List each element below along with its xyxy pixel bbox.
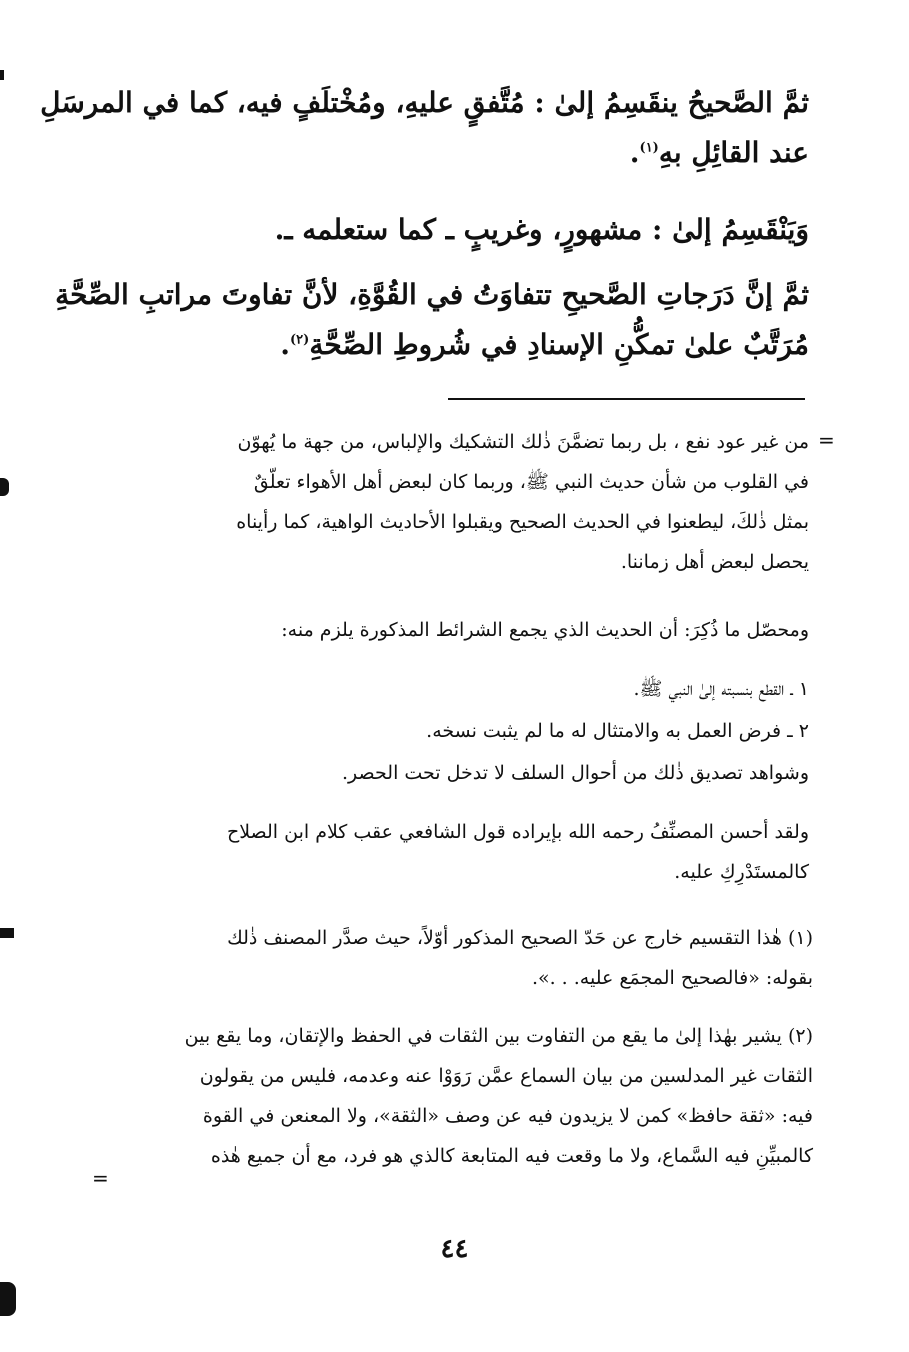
scan-edge-mark bbox=[0, 928, 14, 938]
main-line-end: . bbox=[629, 136, 640, 169]
main-line bbox=[100, 320, 809, 370]
note-line: (١) هٰذا التقسيم خارج عن حَدّ الصحيح المذكور أوّلاً، حيث صدَّر المصنف ذٰلك bbox=[227, 927, 813, 949]
main-line: وَيَنْقَسِمُ إلىٰ : مشهورٍ، وغريبٍ ـ كما ستعلمه ـ. bbox=[274, 213, 809, 246]
page-number: ٤٤ bbox=[440, 1234, 469, 1264]
scan-edge-mark bbox=[0, 1282, 16, 1316]
note-line: ولقد أحسن المصنِّفُ رحمه الله بإيراده قول الشافعي عقب كلام ابن الصلاح bbox=[226, 821, 809, 843]
scan-edge-mark bbox=[0, 70, 4, 80]
continuation-mark-top: = bbox=[818, 428, 835, 452]
footnote-remark bbox=[110, 812, 809, 892]
list-item: ١ ـ القطع بنسبته إلىٰ النبي ﷺ. bbox=[633, 678, 809, 700]
main-line-text: مُرَتَّبٌ علىٰ تمكُّنِ الإسنادِ في شُروطِ الصِّحَّةِ bbox=[309, 328, 809, 361]
footnote-summary bbox=[110, 610, 809, 650]
list-item: ٢ ـ فرض العمل به والامتثال له ما لم يثبت نسخه. bbox=[426, 720, 809, 742]
continuation-mark-bottom: = bbox=[92, 1166, 109, 1190]
main-line bbox=[100, 128, 809, 178]
note-line: فيه: «ثقة حافظ» كمن لا يزيدون فيه عن وصف «الثقة»، ولا المعنعن في القوة bbox=[202, 1105, 813, 1127]
list-item: وشواهد تصديق ذٰلك من أحوال السلف لا تدخل تحت الحصر. bbox=[342, 762, 809, 784]
footnote-list bbox=[110, 668, 809, 794]
footnote-separator bbox=[448, 398, 805, 400]
main-line: ثمَّ إنَّ دَرَجاتِ الصَّحيحِ تتفاوَتُ في القُوَّةِ، لأنَّ تفاوتَ مراتبِ الصِّحَّةِ bbox=[55, 278, 809, 311]
main-line-end: . bbox=[280, 328, 291, 361]
note-line: كالمبيِّنِ فيه السَّماع، ولا ما وقعت فيه المتابعة كالذي هو فرد، مع أن جميع هٰذه bbox=[210, 1145, 813, 1167]
footnote-ref-2: (٢) bbox=[290, 332, 310, 348]
main-paragraph-2 bbox=[100, 205, 809, 255]
note-line: ومحصّل ما ذُكِرَ: أن الحديث الذي يجمع الشرائط المذكورة يلزم منه: bbox=[281, 619, 809, 641]
footnote-1 bbox=[110, 918, 813, 998]
note-line: من غير عود نفع ، بل ربما تضمَّنَ ذٰلك التشكيك والإلباس، من جهة ما يُهوّن bbox=[237, 431, 809, 453]
note-line: يحصل لبعض أهل زماننا. bbox=[620, 551, 809, 573]
note-line: بقوله: «فالصحيح المجمَع عليه. . .». bbox=[531, 967, 813, 989]
note-line: في القلوب من شأن حديث النبي ﷺ، وربما كان لبعض أهل الأهواء تعلّقٌ bbox=[253, 471, 809, 493]
main-line-text: عند القائِلِ بهِ bbox=[658, 136, 809, 169]
scan-edge-mark bbox=[0, 478, 9, 496]
note-line: كالمستَدْرِكِ عليه. bbox=[674, 861, 809, 883]
footnote-continuation bbox=[110, 422, 809, 582]
main-paragraph-1 bbox=[40, 78, 809, 178]
note-line: الثقات غير المدلسين من بيان السماع عمَّن رَوَوْا عنه وعدمه، فليس من يقولون bbox=[199, 1065, 813, 1087]
main-paragraph-3 bbox=[55, 270, 809, 370]
main-line: ثمَّ الصَّحيحُ ينقَسِمُ إلىٰ : مُتَّفقٍ عليهِ، ومُخْتلَفٍ فيه، كما في المرسَلِ bbox=[40, 86, 809, 119]
footnote-2 bbox=[110, 1016, 813, 1176]
footnote-ref-1: (١) bbox=[639, 140, 659, 156]
note-line: (٢) يشير بهٰذا إلىٰ ما يقع من التفاوت بين الثقات في الحفظ والإتقان، وما يقع بين bbox=[184, 1025, 813, 1047]
note-line: بمثل ذٰلكَ، ليطعنوا في الحديث الصحيح ويقبلوا الأحاديث الواهية، كما رأيناه bbox=[236, 511, 809, 533]
